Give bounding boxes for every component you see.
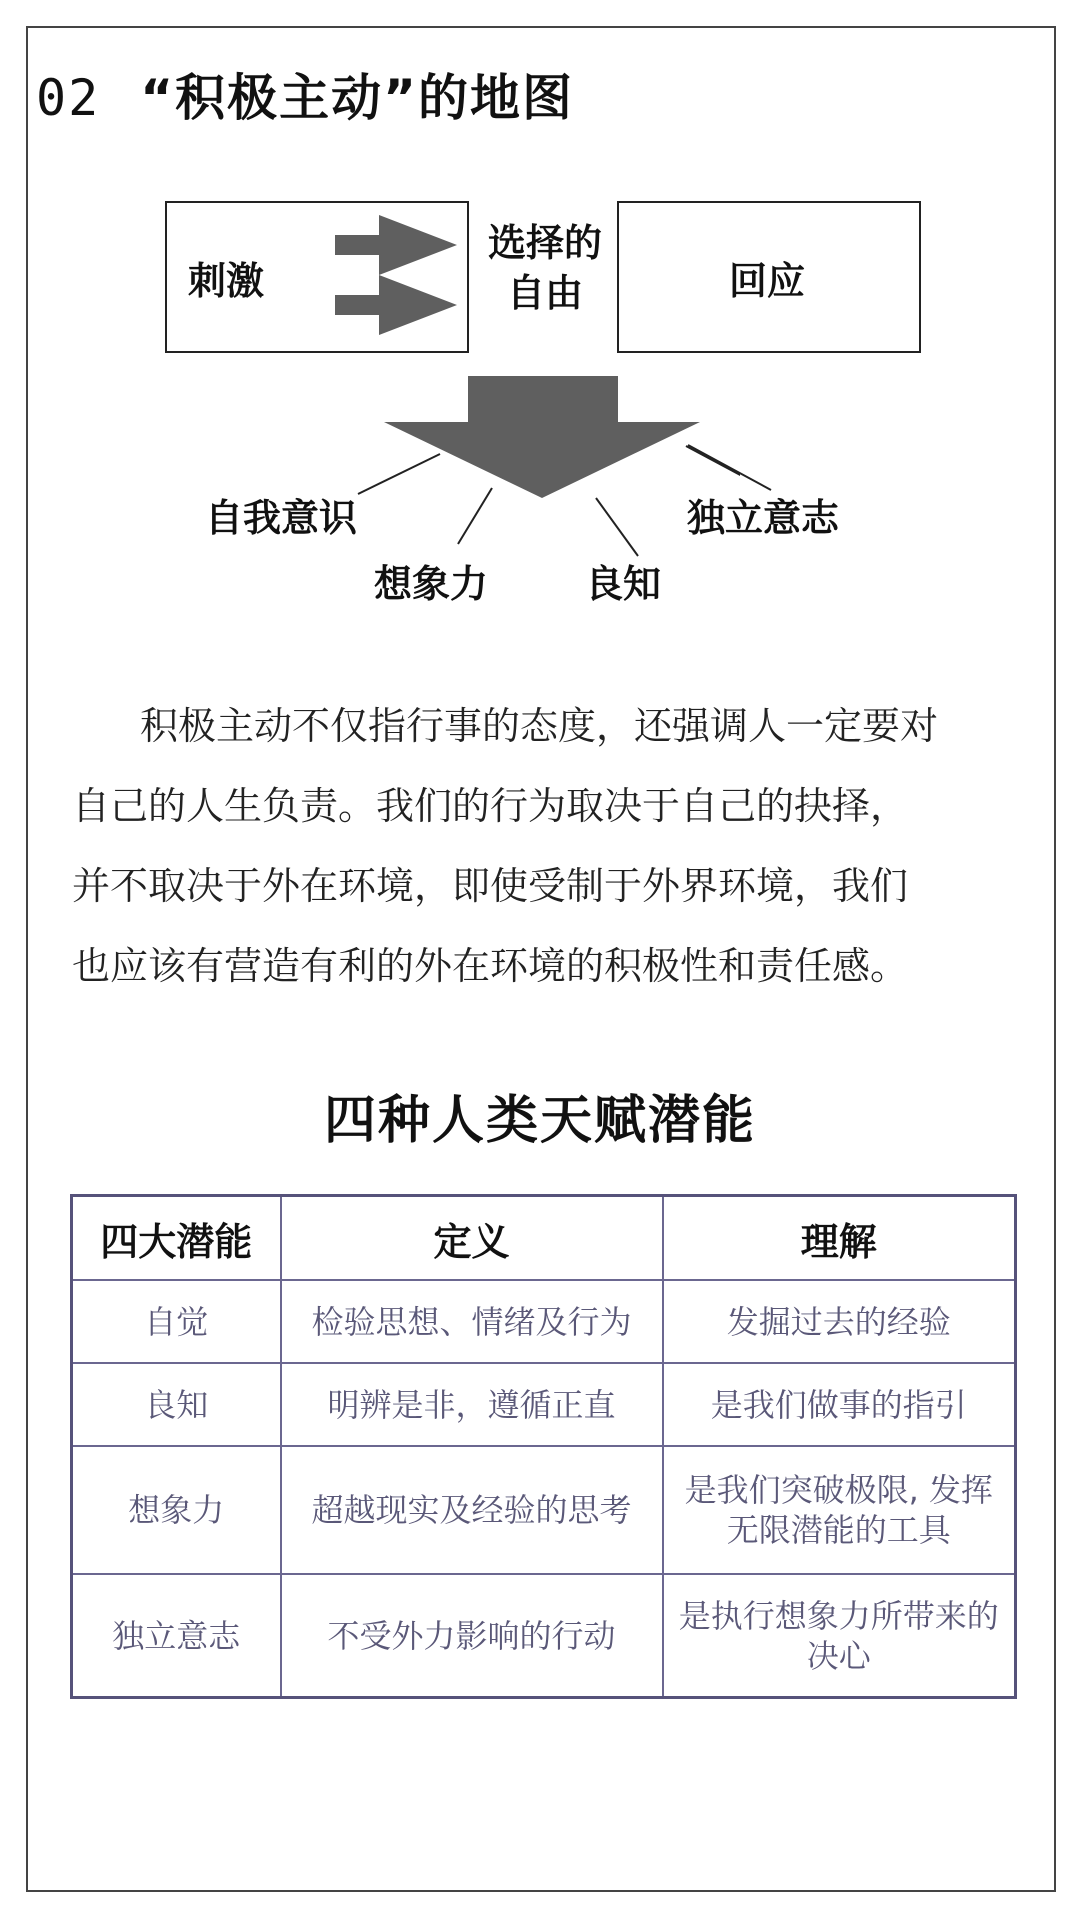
table-cell: 自觉 xyxy=(72,1280,281,1363)
table-header: 理解 xyxy=(663,1196,1016,1281)
independent-will-label: 独立意志 xyxy=(687,496,840,540)
table-header: 四大潜能 xyxy=(72,1196,281,1281)
stimulus-label: 刺激 xyxy=(188,259,265,303)
table-cell: 超越现实及经验的思考 xyxy=(281,1446,663,1574)
page-title xyxy=(36,58,574,130)
section-title: 四种人类天赋潜能 xyxy=(323,1091,756,1151)
response-label: 回应 xyxy=(729,259,806,303)
table-cell: 不受外力影响的行动 xyxy=(281,1574,663,1698)
table-row xyxy=(72,1363,1016,1446)
conscience-label: 良知 xyxy=(585,562,662,606)
table-cell: 良知 xyxy=(72,1363,281,1446)
table-cell: 独立意志 xyxy=(72,1574,281,1698)
table-header: 定义 xyxy=(281,1196,663,1281)
title-text: “积极主动”的地图 xyxy=(140,69,574,127)
table-header-row xyxy=(72,1196,1016,1281)
body-paragraph: 积极主动不仅指行事的态度，还强调人一定要对 自己的人生负责。我们的行为取决于自己的抉择， 并不取决于外在环境，即使受制于外界环境，我们 也应该有营造有利的外在环境的积极性和责任感。 xyxy=(72,704,939,988)
freedom-of-choice-label: 选择的 自由 xyxy=(487,221,602,315)
table-row xyxy=(72,1280,1016,1363)
table-cell: 是我们做事的指引 xyxy=(663,1363,1016,1446)
imagination-label: 想象力 xyxy=(374,562,489,606)
table-cell: 检验思想、情绪及行为 xyxy=(281,1280,663,1363)
table-row xyxy=(72,1574,1016,1698)
section-number: 02 xyxy=(36,69,101,127)
table-cell: 想象力 xyxy=(72,1446,281,1574)
table-cell: 是执行想象力所带来的决心 xyxy=(663,1574,1016,1698)
table-cell: 发掘过去的经验 xyxy=(663,1280,1016,1363)
arrow-right-icon xyxy=(335,213,460,343)
table-cell: 明辨是非，遵循正直 xyxy=(281,1363,663,1446)
table-row xyxy=(72,1446,1016,1574)
table-cell: 是我们突破极限, 发挥无限潜能的工具 xyxy=(663,1446,1016,1574)
potentials-table xyxy=(70,1194,1017,1699)
self-awareness-label: 自我意识 xyxy=(205,496,358,540)
